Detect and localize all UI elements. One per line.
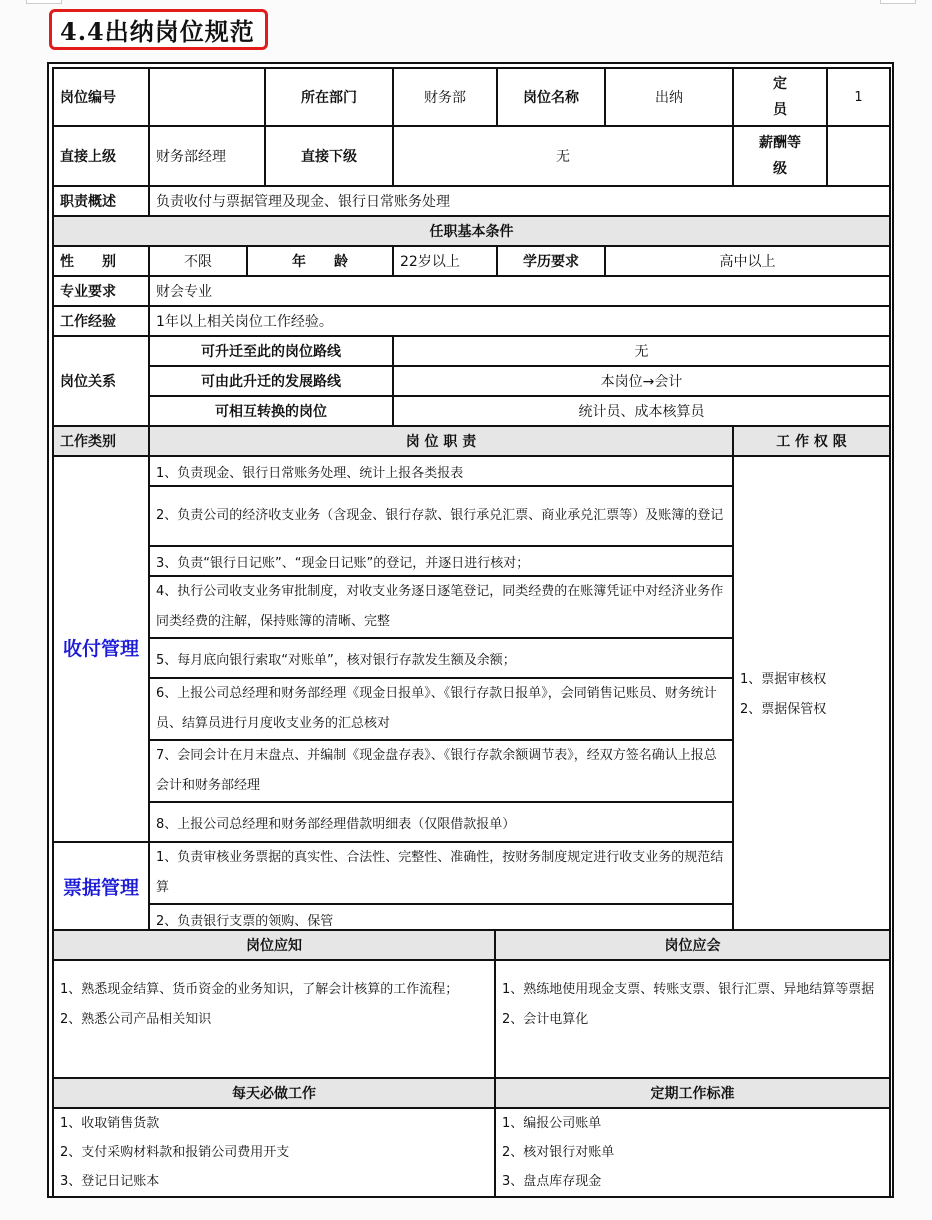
dept-value: 财务部 <box>393 68 497 126</box>
salary-grade-value <box>827 126 890 186</box>
dept-label: 所在部门 <box>265 68 393 126</box>
routine-table <box>52 1077 891 1198</box>
post-no-label: 岗位编号 <box>53 68 149 126</box>
authority-header: 工 作 权 限 <box>733 426 890 456</box>
summary-label: 职责概述 <box>53 186 149 216</box>
authority-list <box>733 456 890 934</box>
relation-value: 无 <box>393 336 890 366</box>
summary-value: 负责收付与票据管理及现金、银行日常账务处理 <box>149 186 890 216</box>
age-label: 年 龄 <box>247 246 393 276</box>
duty-item: 8、上报公司总经理和财务部经理借款明细表（仅限借款报单） <box>149 802 733 842</box>
periodic-item: 1、编报公司账单 <box>502 1116 602 1131</box>
experience-label: 工作经验 <box>53 306 149 336</box>
relation-name: 可由此升迁的发展路线 <box>149 366 393 396</box>
duty-item: 2、负责银行支票的领购、保管 <box>149 904 733 934</box>
periodic-item: 3、盘点库存现金 <box>502 1174 602 1189</box>
quota-label: 定 员 <box>733 68 827 126</box>
gender-label: 性 别 <box>53 246 149 276</box>
daily-item: 2、支付采购材料款和报销公司费用开支 <box>60 1145 290 1160</box>
education-label: 学历要求 <box>497 246 605 276</box>
experience-value: 1年以上相关岗位工作经验。 <box>149 306 890 336</box>
post-name-value: 出纳 <box>605 68 733 126</box>
daily-item: 1、收取销售货款 <box>60 1116 160 1131</box>
authority-item: 2、票据保管权 <box>740 702 827 717</box>
should-do-item: 2、会计电算化 <box>502 1012 589 1027</box>
requirements-header: 任职基本条件 <box>53 216 890 246</box>
relation-name: 可相互转换的岗位 <box>149 396 393 426</box>
relation-value: 统计员、成本核算员 <box>393 396 890 426</box>
page-corner-mark <box>880 0 916 4</box>
age-value: 22岁以上 <box>393 246 497 276</box>
relations-label: 岗位关系 <box>53 336 149 426</box>
requirements-table <box>52 215 891 337</box>
duty-item: 1、负责审核业务票据的真实性、合法性、完整性、准确性，按财务制度规定进行收支业务的规范结算 <box>149 842 733 904</box>
quota-value: 1 <box>827 68 890 126</box>
periodic-header: 定期工作标准 <box>495 1078 890 1108</box>
duty-item: 3、负责“银行日记账”、“现金日记账”的登记，并逐日进行核对； <box>149 546 733 576</box>
page-corner-mark <box>26 0 62 4</box>
relation-value: 本岗位→会计 <box>393 366 890 396</box>
major-label: 专业要求 <box>53 276 149 306</box>
duty-header: 岗 位 职 责 <box>149 426 733 456</box>
group-label-payments: 收付管理 <box>53 456 149 842</box>
section-title: 4.4出纳岗位规范 <box>60 17 255 46</box>
group-label-bills: 票据管理 <box>53 842 149 934</box>
duty-item: 2、负责公司的经济收支业务（含现金、银行存款、银行承兑汇票、商业承兑汇票等）及账簿的登记 <box>149 486 733 546</box>
relation-name: 可升迁至此的岗位路线 <box>149 336 393 366</box>
should-know-list <box>53 960 495 1078</box>
duty-item: 4、执行公司收支业务审批制度，对收支业务逐日逐笔登记，同类经费的在账簿凭证中对经济业务作同类经费的注解，保持账簿的清晰、完整 <box>149 576 733 638</box>
daily-item: 3、登记日记账本 <box>60 1174 160 1189</box>
should-do-header: 岗位应会 <box>495 930 890 960</box>
should-do-list <box>495 960 890 1078</box>
post-no-value <box>149 68 265 126</box>
relations-table <box>52 335 891 427</box>
should-do-item: 1、熟练地使用现金支票、转账支票、银行汇票、异地结算等票据 <box>502 982 875 997</box>
knowledge-table <box>52 929 891 1079</box>
should-know-header: 岗位应知 <box>53 930 495 960</box>
major-value: 财会专业 <box>149 276 890 306</box>
education-value: 高中以上 <box>605 246 890 276</box>
category-header: 工作类别 <box>53 426 149 456</box>
salary-grade-label: 薪酬等 级 <box>733 126 827 186</box>
periodic-item: 2、核对银行对账单 <box>502 1145 615 1160</box>
duty-item: 1、负责现金、银行日常账务处理、统计上报各类报表 <box>149 456 733 486</box>
superior-label: 直接上级 <box>53 126 149 186</box>
duty-item: 7、会同会计在月末盘点、并编制《现金盘存表》、《银行存款余额调节表》，经双方签名确认上报总会计和财务部经理 <box>149 740 733 802</box>
duty-item: 5、每月底向银行索取“对账单”，核对银行存款发生额及余额； <box>149 638 733 678</box>
section-title-box <box>49 9 268 50</box>
job-spec-document <box>47 62 894 1198</box>
duties-table <box>52 425 891 935</box>
subordinate-label: 直接下级 <box>265 126 393 186</box>
daily-list <box>53 1108 495 1197</box>
authority-item: 1、票据审核权 <box>740 672 827 687</box>
subordinate-value: 无 <box>393 126 733 186</box>
should-know-item: 2、熟悉公司产品相关知识 <box>60 1012 212 1027</box>
gender-value: 不限 <box>149 246 247 276</box>
basic-info-table <box>52 67 891 217</box>
should-know-item: 1、熟悉现金结算、货币资金的业务知识，了解会计核算的工作流程； <box>60 982 459 997</box>
post-name-label: 岗位名称 <box>497 68 605 126</box>
duty-item: 6、上报公司总经理和财务部经理《现金日报单》、《银行存款日报单》，会同销售记账员、财务统计员、结算员进行月度收支业务的汇总核对 <box>149 678 733 740</box>
daily-header: 每天必做工作 <box>53 1078 495 1108</box>
superior-value: 财务部经理 <box>149 126 265 186</box>
periodic-list <box>495 1108 890 1197</box>
